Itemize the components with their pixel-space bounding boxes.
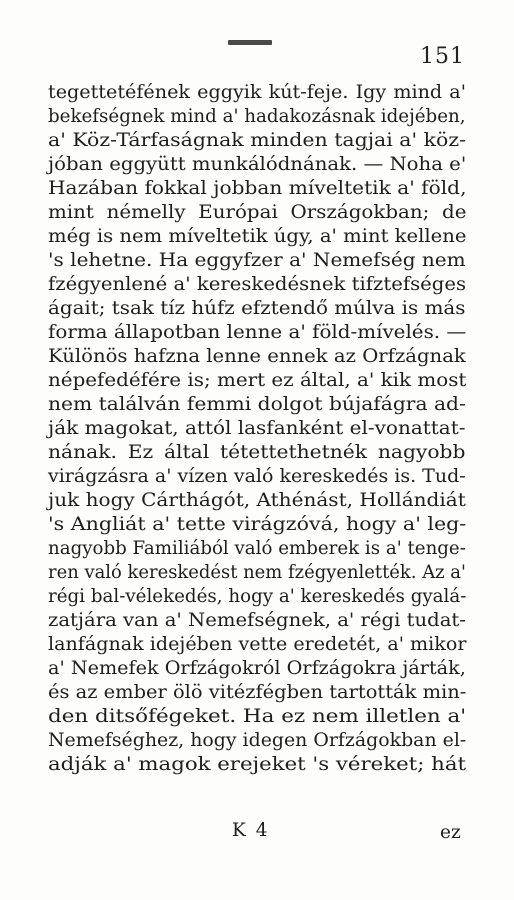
text-line: Különös hafzna lenne ennek az Orfzágnak [48,346,466,367]
text-line: tegettetéfének eggyik kút-feje. Igy mind a' [48,82,466,103]
text-line: Nemefséghez, hogy idegen Orfzágokban el- [48,730,467,751]
text-line: virágzásra a' vízen való kereskedés is. Tud- [48,466,466,487]
text-line: bekefségnek mind a' hadakozásnak idejében, [48,106,466,127]
text-line: ágait; tsak tíz húfz efztendő múlva is más [48,298,466,319]
text-line: 's Angliát a' tette virágzóvá, hogy a' leg- [48,514,467,535]
text-line: nem találván femmi dolgot bújafágra ad- [48,394,466,415]
text-line: mint némelly Európai Országokban; de [48,202,467,223]
text-line: zatjára van a' Nemefségnek, a' régi tudat- [48,610,466,631]
text-line: forma állapotban lenne a' föld-mívelés. — [48,322,467,343]
text-line: adják a' magok erejeket 's véreket; hát [48,754,467,775]
text-line: és az ember ölö vitézfégben tartották min- [48,682,467,703]
text-line: 's lehetne. Ha eggyfzer a' Nemefség nem [48,250,466,271]
text-line: fzégyenlené a' kereskedésnek tifztefséges [48,274,467,295]
text-line: nagyobb Familiából való emberek is a' tenge- [48,538,466,559]
text-line: régi bal-vélekedés, hogy a' kereskedés gyalá- [48,586,467,607]
text-line: lanfágnak idejében vette eredetét, a' mikor [48,634,467,655]
text-line: népefedéfére is; mert ez által, a' kik most [48,370,467,391]
text-line: jóban eggyütt munkálódnának. — Noha e' [48,154,467,175]
text-line: ják magokat, attól lasfanként el-vonattat- [48,418,466,439]
page-number: 151 [420,44,465,69]
text-line: a' Nemefek Orfzágokról Orfzágokra járták, [48,658,466,679]
text-line: ren való kereskedést nem fzégyenlették. Az a' [48,562,466,583]
text-line: nának. Ez által tétettethetnék nagyobb [48,442,466,463]
text-line: den ditsőfégeket. Ha ez nem illetlen a' [48,706,467,727]
text-line: még is nem míveltetik úgy, a' mint kellene [48,226,467,247]
catchword: ez [440,822,461,843]
text-line: juk hogy Cárthágót, Athénást, Hollándiát [48,490,466,511]
signature-mark: K 4 [232,820,270,841]
text-line: Hazában fokkal jobban míveltetik a' föld, [48,178,467,199]
text-line: a' Köz-Tárfaságnak minden tagjai a' köz- [48,130,467,151]
